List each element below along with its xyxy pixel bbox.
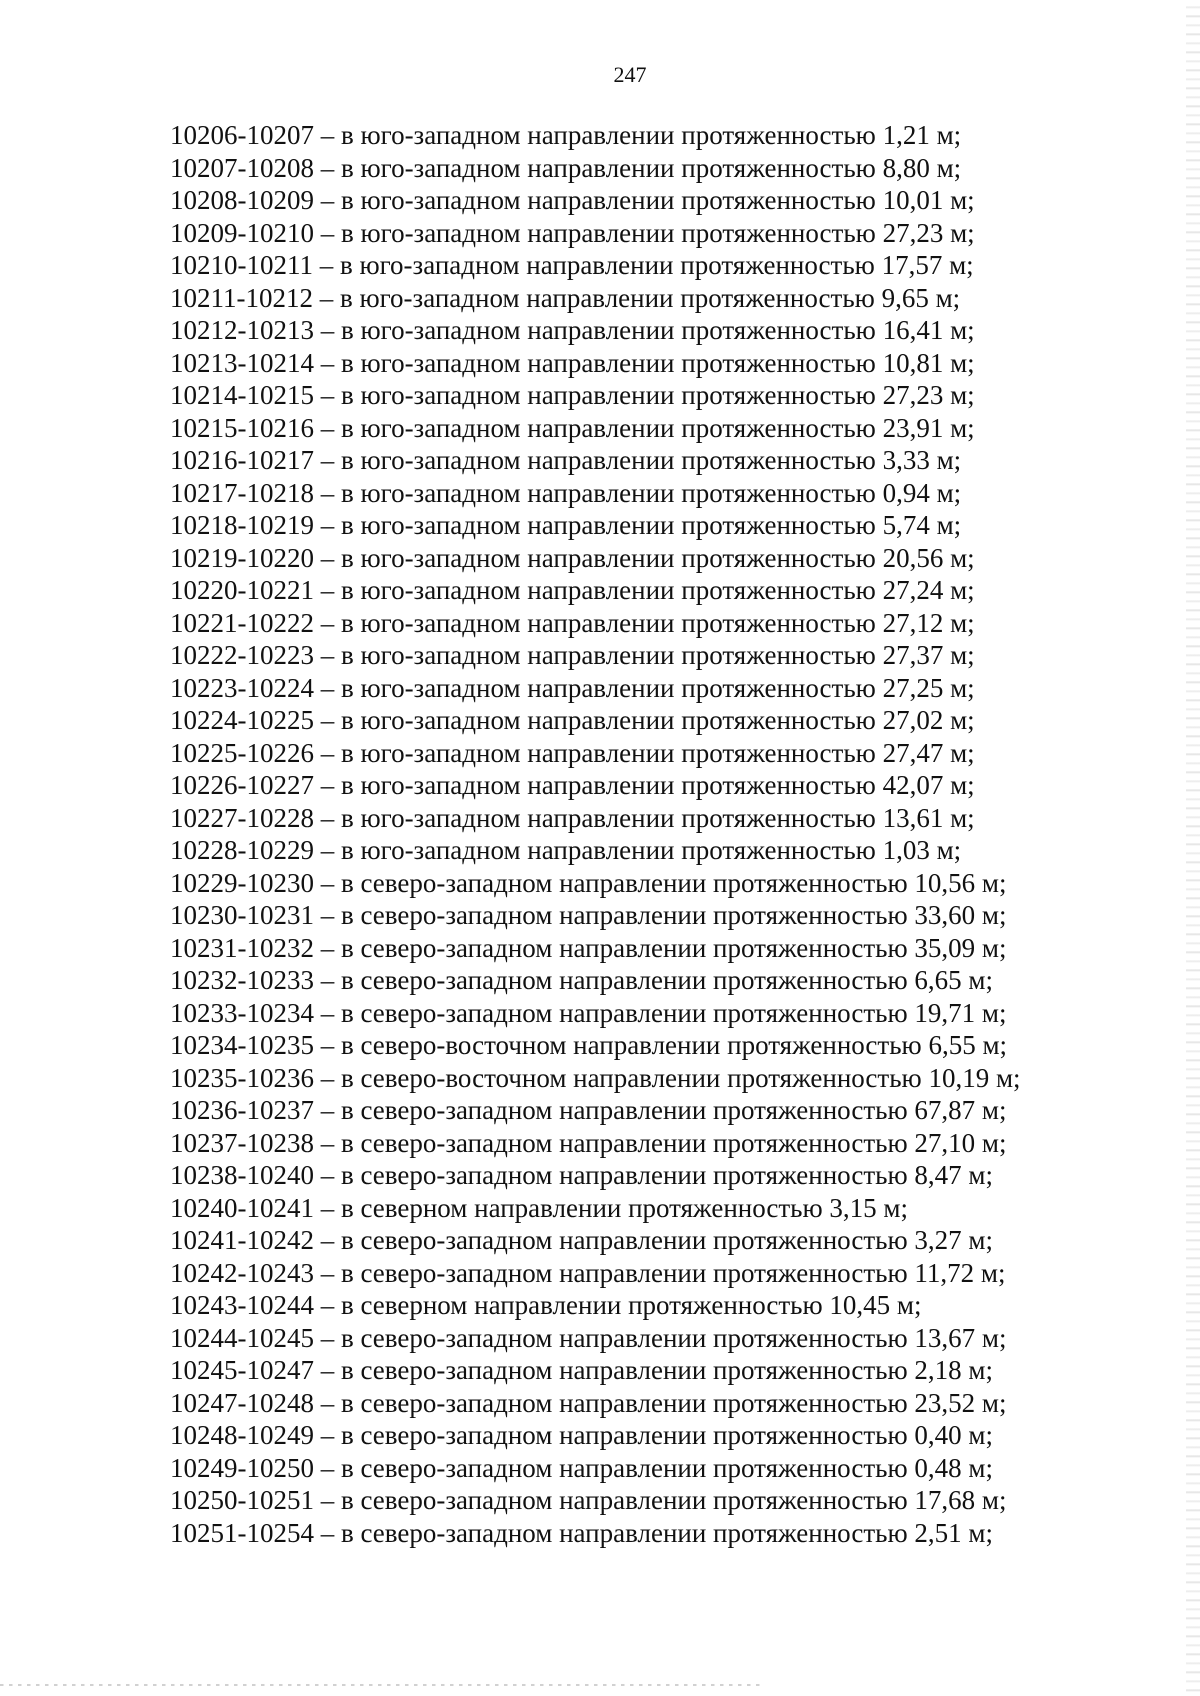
boundary-segment-line: 10209-10210 – в юго-западном направлении протяженностью 27,23 м; <box>170 217 975 248</box>
boundary-segment-line: 10221-10222 – в юго-западном направлении протяженностью 27,12 м; <box>170 607 975 638</box>
boundary-segment-line: 10245-10247 – в северо-западном направлении протяженностью 2,18 м; <box>170 1355 993 1385</box>
boundary-segment-line: 10223-10224 – в юго-западном направлении протяженностью 27,25 м; <box>170 672 975 703</box>
boundary-segment-line: 10218-10219 – в юго-западном направлении протяженностью 5,74 м; <box>170 510 962 540</box>
scan-edge-noise <box>1186 0 1200 1696</box>
boundary-segment-line: 10240-10241 – в северном направлении протяженностью 3,15 м; <box>170 1192 909 1223</box>
boundary-segment-line: 10230-10231 – в северо-западном направлении протяженностью 33,60 м; <box>170 900 1007 930</box>
boundary-segment-line: 10226-10227 – в юго-западном направлении протяженностью 42,07 м; <box>170 770 975 800</box>
boundary-segment-line: 10244-10245 – в северо-западном направлении протяженностью 13,67 м; <box>170 1322 1007 1353</box>
boundary-segment-line: 10225-10226 – в юго-западном направлении протяженностью 27,47 м; <box>170 737 975 768</box>
boundary-segment-line: 10247-10248 – в северо-западном направлении протяженностью 23,52 м; <box>170 1387 1007 1418</box>
boundary-segment-line: 10215-10216 – в юго-западном направлении протяженностью 23,91 м; <box>170 412 975 443</box>
boundary-segment-line: 10238-10240 – в северо-западном направлении протяженностью 8,47 м; <box>170 1160 993 1190</box>
boundary-segment-line: 10234-10235 – в северо-восточном направлении протяженностью 6,55 м; <box>170 1030 1008 1060</box>
boundary-segment-line: 10228-10229 – в юго-западном направлении протяженностью 1,03 м; <box>170 835 962 865</box>
boundary-segment-line: 10208-10209 – в юго-западном направлении протяженностью 10,01 м; <box>170 185 975 215</box>
boundary-segment-line: 10233-10234 – в северо-западном направлении протяженностью 19,71 м; <box>170 997 1007 1028</box>
boundary-segment-line: 10242-10243 – в северо-западном направлении протяженностью 11,72 м; <box>170 1257 1006 1288</box>
boundary-segment-line: 10237-10238 – в северо-западном направлении протяженностью 27,10 м; <box>170 1127 1007 1158</box>
boundary-segment-line: 10206-10207 – в юго-западном направлении протяженностью 1,21 м; <box>170 120 962 150</box>
boundary-segment-line: 10222-10223 – в юго-западном направлении протяженностью 27,37 м; <box>170 640 975 670</box>
boundary-segment-line: 10241-10242 – в северо-западном направлении протяженностью 3,27 м; <box>170 1225 993 1255</box>
boundary-segment-line: 10235-10236 – в северо-восточном направлении протяженностью 10,19 м; <box>170 1062 1021 1093</box>
boundary-segment-list <box>170 119 1021 1549</box>
boundary-segment-line: 10231-10232 – в северо-западном направлении протяженностью 35,09 м; <box>170 932 1007 963</box>
boundary-segment-line: 10217-10218 – в юго-западном направлении протяженностью 0,94 м; <box>170 477 962 508</box>
boundary-segment-line: 10243-10244 – в северном направлении протяженностью 10,45 м; <box>170 1290 922 1320</box>
boundary-segment-line: 10232-10233 – в северо-западном направлении протяженностью 6,65 м; <box>170 965 993 995</box>
boundary-segment-line: 10236-10237 – в северо-западном направлении протяженностью 67,87 м; <box>170 1095 1007 1125</box>
boundary-segment-line: 10224-10225 – в юго-западном направлении протяженностью 27,02 м; <box>170 705 975 735</box>
boundary-segment-line: 10210-10211 – в юго-западном направлении протяженностью 17,57 м; <box>170 250 974 280</box>
boundary-segment-line: 10227-10228 – в юго-западном направлении протяженностью 13,61 м; <box>170 802 975 833</box>
boundary-segment-line: 10213-10214 – в юго-западном направлении протяженностью 10,81 м; <box>170 347 975 378</box>
boundary-segment-line: 10220-10221 – в юго-западном направлении протяженностью 27,24 м; <box>170 575 975 605</box>
boundary-segment-line: 10219-10220 – в юго-западном направлении протяженностью 20,56 м; <box>170 542 975 573</box>
boundary-segment-line: 10250-10251 – в северо-западном направлении протяженностью 17,68 м; <box>170 1485 1007 1515</box>
boundary-segment-line: 10214-10215 – в юго-западном направлении протяженностью 27,23 м; <box>170 380 975 410</box>
boundary-segment-line: 10212-10213 – в юго-западном направлении протяженностью 16,41 м; <box>170 315 975 345</box>
boundary-segment-line: 10249-10250 – в северо-западном направлении протяженностью 0,48 м; <box>170 1452 993 1483</box>
scan-bottom-noise <box>0 1684 760 1686</box>
boundary-segment-line: 10251-10254 – в северо-западном направлении протяженностью 2,51 м; <box>170 1517 993 1548</box>
boundary-segment-line: 10207-10208 – в юго-западном направлении протяженностью 8,80 м; <box>170 152 962 183</box>
boundary-segment-line: 10211-10212 – в юго-западном направлении протяженностью 9,65 м; <box>170 282 961 313</box>
boundary-segment-line: 10229-10230 – в северо-западном направлении протяженностью 10,56 м; <box>170 867 1007 898</box>
page-number: 247 <box>613 62 647 87</box>
boundary-segment-line: 10248-10249 – в северо-западном направлении протяженностью 0,40 м; <box>170 1420 993 1450</box>
boundary-segment-line: 10216-10217 – в юго-западном направлении протяженностью 3,33 м; <box>170 445 962 475</box>
